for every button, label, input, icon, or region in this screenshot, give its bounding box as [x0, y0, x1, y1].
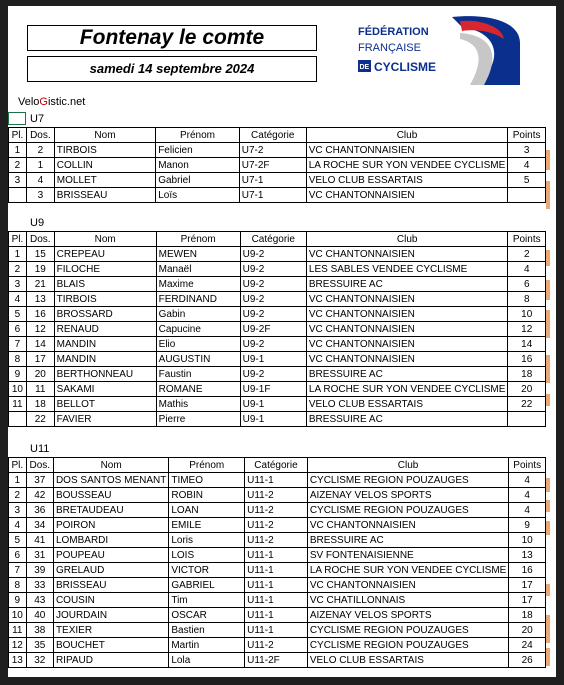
table-cell[interactable]: Tim [169, 593, 245, 608]
table-cell[interactable]: 7 [9, 337, 27, 352]
table-cell[interactable]: BRESSUIRE AC [306, 277, 508, 292]
table-cell[interactable]: U9-2 [240, 367, 306, 382]
table-cell[interactable]: VICTOR [169, 563, 245, 578]
table-cell[interactable]: ROBIN [169, 488, 245, 503]
margin-highlight [546, 500, 550, 512]
table-header-row [9, 128, 546, 143]
table-row [9, 518, 546, 533]
table-cell[interactable]: BRESSUIRE AC [306, 412, 508, 427]
table-cell[interactable]: 17 [509, 578, 546, 593]
table-row [9, 638, 546, 653]
table-row [9, 143, 546, 158]
table-row [9, 593, 546, 608]
table-cell[interactable]: 10 [508, 307, 546, 322]
table-cell[interactable]: 5 [9, 307, 27, 322]
results-table-u11 [8, 457, 546, 668]
table-cell[interactable]: 2 [26, 143, 54, 158]
table-cell[interactable]: MANDIN [54, 337, 156, 352]
table-cell[interactable]: Mathis [156, 397, 240, 412]
margin-highlight [546, 521, 550, 535]
table-cell[interactable]: 22 [508, 397, 546, 412]
table-cell[interactable]: 5 [508, 173, 546, 188]
table-cell[interactable]: 11 [9, 397, 27, 412]
table-cell[interactable]: 19 [26, 262, 54, 277]
table-row [9, 653, 546, 668]
logo-line-1: FÉDÉRATION [358, 26, 429, 38]
table-cell[interactable]: 1 [9, 247, 27, 262]
column-header[interactable]: Nom [54, 232, 156, 247]
column-header[interactable]: Club [306, 128, 508, 143]
table-cell[interactable]: 22 [26, 412, 54, 427]
table-cell[interactable]: 15 [26, 247, 54, 262]
table-cell[interactable]: 20 [509, 623, 546, 638]
table-cell[interactable] [508, 188, 546, 203]
margin-highlight [546, 355, 550, 383]
table-cell[interactable]: GABRIEL [169, 578, 245, 593]
table-cell[interactable]: RIPAUD [53, 653, 168, 668]
table-cell[interactable]: OSCAR [169, 608, 245, 623]
table-cell[interactable]: 31 [26, 548, 53, 563]
table-cell[interactable]: 32 [26, 653, 53, 668]
table-cell[interactable]: EMILE [169, 518, 245, 533]
table-cell[interactable]: 16 [26, 307, 54, 322]
table-cell[interactable]: Elio [156, 337, 240, 352]
table-cell[interactable]: 1 [9, 143, 27, 158]
table-cell[interactable]: BRISSEAU [53, 578, 168, 593]
section-header-u7 [8, 112, 546, 126]
table-row [9, 503, 546, 518]
table-cell[interactable]: 38 [26, 623, 53, 638]
section-label: U7 [30, 113, 45, 125]
table-cell[interactable]: 1 [9, 473, 27, 488]
table-cell[interactable]: VELO CLUB ESSARTAIS [307, 653, 509, 668]
table-cell[interactable]: 4 [9, 292, 27, 307]
table-cell[interactable]: 8 [508, 292, 546, 307]
table-cell[interactable]: GRELAUD [53, 563, 168, 578]
spreadsheet [8, 6, 546, 677]
table-cell[interactable]: U11-1 [245, 548, 308, 563]
table-cell[interactable]: 5 [9, 533, 27, 548]
column-header[interactable]: Dos. [26, 458, 53, 473]
table-cell[interactable]: 43 [26, 593, 53, 608]
table-cell[interactable]: 12 [508, 322, 546, 337]
logo-line-3: DE [359, 64, 370, 71]
table-row [9, 262, 546, 277]
table-cell[interactable]: 11 [9, 623, 27, 638]
margin-highlight [546, 615, 550, 643]
table-row [9, 548, 546, 563]
table-cell[interactable]: BROSSARD [54, 307, 156, 322]
table-cell[interactable]: TIRBOIS [54, 292, 156, 307]
column-header[interactable]: Club [306, 232, 508, 247]
table-cell[interactable]: TEXIER [53, 623, 168, 638]
table-cell[interactable]: VC CHANTONNAISIEN [306, 188, 508, 203]
section-label: U9 [30, 217, 45, 229]
table-header-row [9, 232, 546, 247]
table-row [9, 563, 546, 578]
table-cell[interactable]: VC CHANTONNAISIEN [307, 578, 509, 593]
logo-line-4: CYCLISME [374, 60, 437, 74]
table-cell[interactable]: ROMANE [156, 382, 240, 397]
table-row [9, 277, 546, 292]
table-row [9, 322, 546, 337]
table-cell[interactable]: U11-2 [245, 503, 308, 518]
table-cell[interactable]: VELO CLUB ESSARTAIS [306, 397, 508, 412]
table-cell[interactable]: U11-2 [245, 638, 308, 653]
table-cell[interactable]: 40 [26, 608, 53, 623]
table-cell[interactable]: VC CHANTONNAISIEN [307, 518, 509, 533]
table-cell[interactable]: CREPEAU [54, 247, 156, 262]
table-cell[interactable]: 42 [26, 488, 53, 503]
column-header[interactable]: Points [509, 458, 546, 473]
logo-line-2: FRANÇAISE [358, 42, 421, 54]
table-cell[interactable]: U9-2 [240, 292, 306, 307]
table-cell[interactable]: BOUCHET [53, 638, 168, 653]
table-cell[interactable]: 16 [509, 563, 546, 578]
table-cell[interactable]: U11-1 [245, 593, 308, 608]
table-cell[interactable]: 3 [9, 173, 27, 188]
table-cell[interactable]: U9-1 [240, 352, 306, 367]
column-header[interactable]: Prénom [156, 232, 240, 247]
table-cell[interactable]: FERDINAND [156, 292, 240, 307]
table-cell[interactable]: Gabin [156, 307, 240, 322]
table-cell[interactable]: LA ROCHE SUR YON VENDEE CYCLISME [306, 382, 508, 397]
event-title: Fontenay le comte [27, 25, 317, 51]
table-cell[interactable]: VC CHATILLONNAIS [307, 593, 509, 608]
table-cell[interactable]: AIZENAY VELOS SPORTS [307, 488, 509, 503]
column-header[interactable]: Points [508, 128, 546, 143]
table-cell[interactable]: LOMBARDI [53, 533, 168, 548]
table-cell[interactable]: 2 [9, 262, 27, 277]
table-cell[interactable]: U11-1 [245, 608, 308, 623]
table-cell[interactable]: MANDIN [54, 352, 156, 367]
table-cell[interactable]: Pierre [156, 412, 240, 427]
table-cell[interactable]: FAVIER [54, 412, 156, 427]
table-cell[interactable] [508, 412, 546, 427]
table-cell[interactable]: FILOCHE [54, 262, 156, 277]
table-row [9, 292, 546, 307]
ffc-logo [352, 13, 520, 85]
section-header-u9 [8, 216, 546, 230]
sheet-right-margin [546, 6, 556, 677]
table-cell[interactable]: U11-2 [245, 488, 308, 503]
table-row [9, 397, 546, 412]
table-cell[interactable]: U9-1F [240, 382, 306, 397]
table-cell[interactable]: RENAUD [54, 322, 156, 337]
table-cell[interactable]: 3 [508, 143, 546, 158]
table-cell[interactable]: CYCLISME REGION POUZAUGES [307, 503, 509, 518]
margin-highlight [546, 648, 550, 666]
table-cell[interactable]: Gabriel [156, 173, 240, 188]
table-cell[interactable]: AUGUSTIN [156, 352, 240, 367]
table-cell[interactable]: U7-2 [239, 143, 306, 158]
table-row [9, 173, 546, 188]
table-row [9, 188, 546, 203]
margin-highlight [546, 280, 550, 300]
table-cell[interactable]: U9-2 [240, 262, 306, 277]
table-cell[interactable]: 36 [26, 503, 53, 518]
margin-highlight [546, 310, 550, 338]
table-cell[interactable]: 33 [26, 578, 53, 593]
table-row [9, 488, 546, 503]
table-cell[interactable]: 12 [26, 322, 54, 337]
table-cell[interactable]: 4 [508, 262, 546, 277]
section-header-u11 [8, 442, 546, 456]
table-cell[interactable]: BERTHONNEAU [54, 367, 156, 382]
table-cell[interactable]: U9-2 [240, 277, 306, 292]
table-cell[interactable]: 2 [508, 247, 546, 262]
table-cell[interactable]: 3 [9, 277, 27, 292]
table-cell[interactable]: 9 [9, 367, 27, 382]
table-cell[interactable]: Bastien [169, 623, 245, 638]
table-cell[interactable]: 4 [509, 473, 546, 488]
table-cell[interactable]: LES SABLES VENDEE CYCLISME [306, 262, 508, 277]
table-cell[interactable]: Capucine [156, 322, 240, 337]
table-cell[interactable]: VC CHANTONNAISIEN [306, 143, 508, 158]
table-cell[interactable]: BRETAUDEAU [53, 503, 168, 518]
column-header[interactable]: Catégorie [239, 128, 306, 143]
table-cell[interactable]: POIRON [53, 518, 168, 533]
table-cell[interactable]: 18 [26, 397, 54, 412]
table-cell[interactable]: DOS SANTOS MENANT [53, 473, 168, 488]
margin-highlight [546, 478, 550, 492]
velogistic-brand: VeloGistic.net [18, 96, 86, 108]
section-label: U11 [30, 443, 50, 455]
table-row [9, 608, 546, 623]
table-cell[interactable]: 13 [509, 548, 546, 563]
table-row [9, 158, 546, 173]
table-cell[interactable]: 35 [26, 638, 53, 653]
table-cell[interactable]: MOLLET [54, 173, 155, 188]
column-header[interactable]: Catégorie [240, 232, 306, 247]
table-cell[interactable]: 9 [509, 518, 546, 533]
table-cell[interactable]: U11-1 [245, 563, 308, 578]
table-cell[interactable]: U11-1 [245, 623, 308, 638]
table-cell[interactable]: TIRBOIS [54, 143, 155, 158]
table-cell[interactable]: 4 [509, 488, 546, 503]
table-cell[interactable]: Manon [156, 158, 240, 173]
table-row [9, 473, 546, 488]
table-cell[interactable]: Manaël [156, 262, 240, 277]
table-cell[interactable]: 24 [509, 638, 546, 653]
table-cell[interactable]: 8 [9, 352, 27, 367]
table-cell[interactable]: JOURDAIN [53, 608, 168, 623]
selected-cell[interactable] [8, 112, 26, 125]
table-cell[interactable]: BOUSSEAU [53, 488, 168, 503]
table-cell[interactable]: 13 [9, 653, 27, 668]
table-cell[interactable]: 14 [508, 337, 546, 352]
table-cell[interactable]: Martin [169, 638, 245, 653]
table-cell[interactable]: 17 [26, 352, 54, 367]
table-cell[interactable]: 41 [26, 533, 53, 548]
table-cell[interactable]: U9-2 [240, 247, 306, 262]
table-cell[interactable]: 10 [509, 533, 546, 548]
table-row [9, 337, 546, 352]
table-cell[interactable]: U7-2F [239, 158, 306, 173]
table-cell[interactable]: VELO CLUB ESSARTAIS [306, 173, 508, 188]
table-cell[interactable]: U9-2F [240, 322, 306, 337]
table-cell[interactable]: U9-2 [240, 337, 306, 352]
table-cell[interactable]: U11-2F [245, 653, 308, 668]
table-cell[interactable]: 10 [9, 608, 27, 623]
table-cell[interactable]: U11-2 [245, 533, 308, 548]
table-cell[interactable]: TIMEO [169, 473, 245, 488]
table-row [9, 412, 546, 427]
column-header[interactable]: Dos. [26, 128, 54, 143]
table-cell[interactable]: U9-1 [240, 397, 306, 412]
table-cell[interactable]: U7-1 [239, 188, 306, 203]
table-cell[interactable]: U7-1 [239, 173, 306, 188]
margin-highlight [546, 250, 550, 266]
table-cell[interactable]: 21 [26, 277, 54, 292]
column-header[interactable]: Prénom [156, 128, 240, 143]
table-cell[interactable]: U9-1 [240, 412, 306, 427]
table-cell[interactable]: Lola [169, 653, 245, 668]
table-cell[interactable]: U11-1 [245, 473, 308, 488]
table-cell[interactable]: 3 [9, 503, 27, 518]
table-cell[interactable]: U11-2 [245, 518, 308, 533]
column-header[interactable]: Pl. [9, 128, 27, 143]
table-row [9, 307, 546, 322]
table-cell[interactable]: 39 [26, 563, 53, 578]
table-row [9, 578, 546, 593]
column-header[interactable]: Catégorie [245, 458, 308, 473]
column-header[interactable]: Nom [54, 128, 155, 143]
table-cell[interactable]: 3 [26, 188, 54, 203]
table-cell[interactable]: SAKAMI [54, 382, 156, 397]
table-cell[interactable]: BRESSUIRE AC [307, 533, 509, 548]
table-header-row [9, 458, 546, 473]
table-cell[interactable]: VC CHANTONNAISIEN [306, 307, 508, 322]
table-row [9, 247, 546, 262]
table-cell[interactable]: 14 [26, 337, 54, 352]
table-cell[interactable]: 2 [9, 158, 27, 173]
table-cell[interactable]: Felicien [156, 143, 240, 158]
table-cell[interactable]: 12 [9, 638, 27, 653]
table-cell[interactable]: LA ROCHE SUR YON VENDEE CYCLISME [306, 158, 508, 173]
table-cell[interactable]: 16 [508, 352, 546, 367]
table-cell[interactable]: VC CHANTONNAISIEN [306, 292, 508, 307]
table-cell[interactable]: BLAIS [54, 277, 156, 292]
column-header[interactable]: Pl. [9, 458, 27, 473]
table-cell[interactable]: U11-1 [245, 578, 308, 593]
table-cell[interactable]: 2 [9, 488, 27, 503]
table-cell[interactable]: LOAN [169, 503, 245, 518]
results-table-u9 [8, 231, 546, 427]
table-cell[interactable] [9, 188, 27, 203]
table-cell[interactable]: VC CHANTONNAISIEN [306, 337, 508, 352]
table-cell[interactable]: SV FONTENAISIENNE [307, 548, 509, 563]
table-cell[interactable]: BRISSEAU [54, 188, 155, 203]
table-cell[interactable]: 18 [509, 608, 546, 623]
results-table-u7 [8, 127, 546, 203]
table-row [9, 367, 546, 382]
table-cell[interactable]: 4 [26, 173, 54, 188]
table-cell[interactable]: 1 [26, 158, 54, 173]
table-cell[interactable]: BRESSUIRE AC [306, 367, 508, 382]
column-header[interactable]: Nom [53, 458, 168, 473]
column-header[interactable]: Prénom [169, 458, 245, 473]
table-cell[interactable]: LOIS [169, 548, 245, 563]
table-cell[interactable]: Faustin [156, 367, 240, 382]
table-cell[interactable]: CYCLISME REGION POUZAUGES [307, 473, 509, 488]
table-cell[interactable]: 20 [26, 367, 54, 382]
table-cell[interactable]: 17 [509, 593, 546, 608]
table-cell[interactable]: 8 [9, 578, 27, 593]
table-cell[interactable]: 6 [508, 277, 546, 292]
event-date: samedi 14 septembre 2024 [27, 56, 317, 82]
table-cell[interactable]: LA ROCHE SUR YON VENDEE CYCLISME [307, 563, 509, 578]
margin-highlight [546, 584, 550, 596]
table-cell[interactable]: 26 [509, 653, 546, 668]
table-cell[interactable]: Maxime [156, 277, 240, 292]
margin-highlight [546, 394, 550, 406]
table-cell[interactable]: 7 [9, 563, 27, 578]
column-header[interactable]: Dos. [26, 232, 54, 247]
table-cell[interactable]: 9 [9, 593, 27, 608]
table-cell[interactable]: 11 [26, 382, 54, 397]
table-cell[interactable]: COLLIN [54, 158, 155, 173]
table-cell[interactable]: BELLOT [54, 397, 156, 412]
table-cell[interactable]: 4 [508, 158, 546, 173]
table-cell[interactable]: 4 [509, 503, 546, 518]
table-row [9, 623, 546, 638]
table-cell[interactable]: 10 [9, 382, 27, 397]
table-cell[interactable]: 4 [9, 518, 27, 533]
table-cell[interactable]: VC CHANTONNAISIEN [306, 352, 508, 367]
table-cell[interactable]: U9-2 [240, 307, 306, 322]
table-cell[interactable]: 37 [26, 473, 53, 488]
table-cell[interactable]: 6 [9, 548, 27, 563]
table-cell[interactable]: 13 [26, 292, 54, 307]
margin-highlight [546, 181, 550, 209]
margin-highlight [546, 150, 550, 170]
column-header[interactable]: Pl. [9, 232, 27, 247]
table-cell[interactable]: POUPEAU [53, 548, 168, 563]
table-cell[interactable]: VC CHANTONNAISIEN [306, 247, 508, 262]
column-header[interactable]: Points [508, 232, 546, 247]
column-header[interactable]: Club [307, 458, 509, 473]
table-cell[interactable]: VC CHANTONNAISIEN [306, 322, 508, 337]
table-cell[interactable]: MEWEN [156, 247, 240, 262]
table-cell[interactable]: CYCLISME REGION POUZAUGES [307, 638, 509, 653]
table-cell[interactable]: CYCLISME REGION POUZAUGES [307, 623, 509, 638]
table-row [9, 533, 546, 548]
table-cell[interactable]: Loïs [156, 188, 240, 203]
table-cell[interactable]: 6 [9, 322, 27, 337]
table-cell[interactable]: Loris [169, 533, 245, 548]
table-cell[interactable]: 20 [508, 382, 546, 397]
table-row [9, 352, 546, 367]
table-cell[interactable]: COUSIN [53, 593, 168, 608]
table-cell[interactable]: 34 [26, 518, 53, 533]
table-cell[interactable] [9, 412, 27, 427]
table-row [9, 382, 546, 397]
table-cell[interactable]: 18 [508, 367, 546, 382]
table-cell[interactable]: AIZENAY VELOS SPORTS [307, 608, 509, 623]
